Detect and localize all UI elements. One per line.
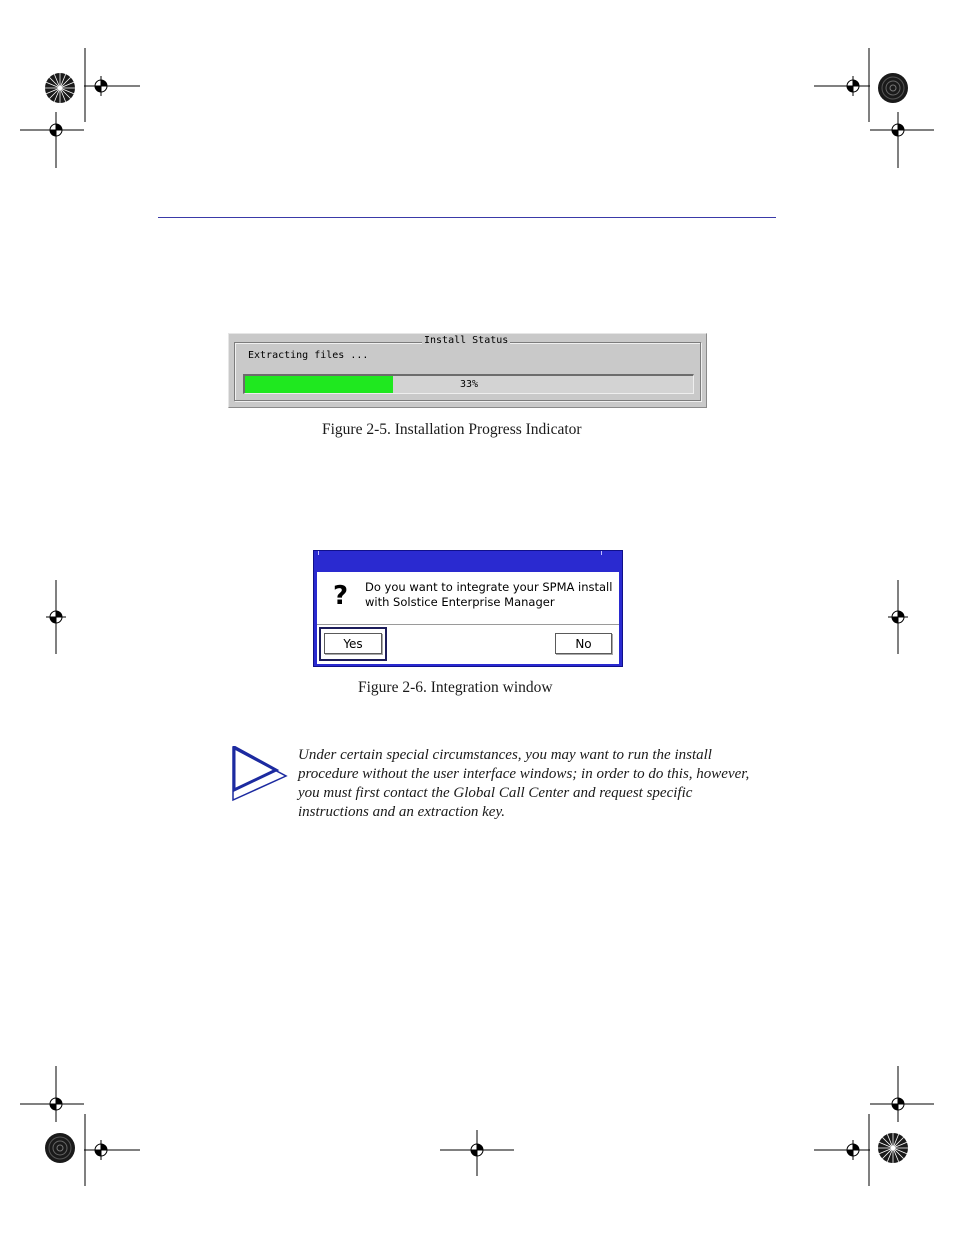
- dialog-separator: [317, 624, 619, 625]
- dialog-message-line: with Solstice Enterprise Manager: [365, 595, 555, 609]
- status-message: Extracting files ...: [248, 350, 369, 361]
- title-bar-notch: [318, 551, 319, 555]
- figure-2-6-caption: Figure 2-6. Integration window: [358, 679, 553, 696]
- note-line: Under certain special circumstances, you may want to run the install: [298, 747, 712, 763]
- note-text: [298, 746, 778, 822]
- progress-percent-label: 33%: [459, 379, 479, 390]
- dialog-body: [317, 572, 619, 664]
- note-line: instructions and an extraction key.: [298, 804, 506, 820]
- install-status-panel: [228, 333, 707, 408]
- no-button[interactable]: No: [555, 633, 612, 654]
- question-mark-icon: ?: [333, 581, 349, 611]
- note-line: procedure without the user interface windows; in order to do this, however,: [298, 766, 750, 782]
- integration-dialog: [313, 550, 623, 667]
- dialog-title-bar[interactable]: [314, 551, 622, 571]
- figure-2-5-caption: Figure 2-5. Installation Progress Indicator: [322, 421, 582, 438]
- header-rule: [158, 217, 776, 218]
- dialog-message: [365, 580, 615, 610]
- yes-button[interactable]: Yes: [324, 633, 382, 654]
- progress-bar: [243, 374, 694, 394]
- note-triangle-icon: [230, 746, 288, 802]
- install-status-title: Install Status: [424, 335, 509, 346]
- dialog-message-line: Do you want to integrate your SPMA install: [365, 580, 613, 594]
- title-bar-notch: [601, 551, 602, 555]
- note-line: you must first contact the Global Call Center and request specific: [298, 785, 693, 801]
